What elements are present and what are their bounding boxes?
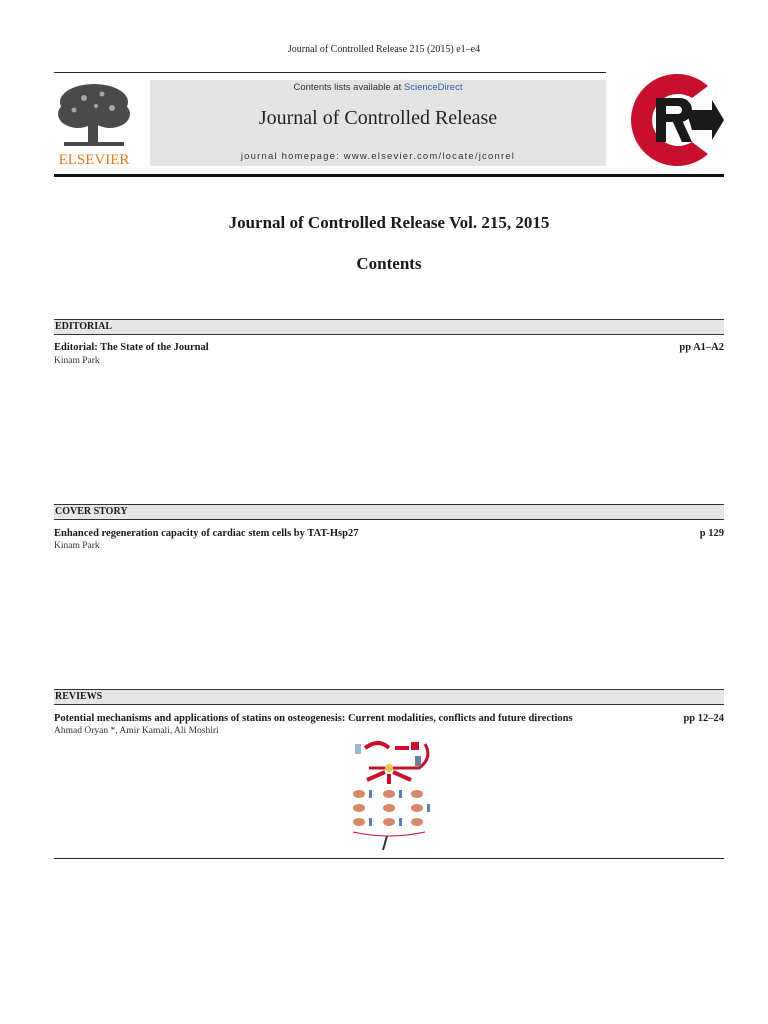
contents-available — [150, 82, 606, 93]
journal-cover-logo — [620, 72, 724, 168]
article-title[interactable]: Enhanced regeneration capacity of cardiac stem cells by TAT-Hsp27 — [54, 528, 359, 539]
footer-rule — [54, 858, 724, 859]
elsevier-logo — [54, 80, 134, 168]
journal-title: Journal of Controlled Release — [258, 107, 498, 129]
contents-heading: Contents — [356, 254, 422, 273]
journal-homepage[interactable]: journal homepage: www.elsevier.com/locate/jconrel — [240, 151, 516, 162]
section-heading-editorial — [54, 319, 724, 335]
header-rule — [54, 72, 606, 73]
article-authors: Kinam Park — [54, 356, 100, 366]
article-authors: Ahmad Oryan *, Amir Kamali, Ali Moshiri — [54, 726, 219, 736]
section-heading-label: REVIEWS — [55, 691, 103, 702]
section-heading-reviews — [54, 689, 724, 705]
section-heading-label: EDITORIAL — [55, 321, 113, 332]
article-title[interactable]: Potential mechanisms and applications of statins on osteogenesis: Current modalities, conflicts and future directions — [54, 713, 573, 724]
contents-available-prefix: Contents lists available at — [293, 82, 402, 93]
graphical-abstract-image — [345, 738, 435, 852]
section-heading-cover-story — [54, 504, 724, 520]
running-head: Journal of Controlled Release 215 (2015) e1–e4 — [287, 44, 481, 55]
article-title[interactable]: Editorial: The State of the Journal — [54, 342, 209, 353]
header-thick-rule — [54, 174, 724, 177]
article-authors: Kinam Park — [54, 541, 100, 551]
article-pages: pp 12–24 — [683, 713, 724, 724]
section-heading-label: COVER STORY — [55, 506, 128, 517]
article-pages: pp A1–A2 — [679, 342, 724, 353]
journal-banner — [150, 80, 606, 166]
article-pages: p 129 — [699, 528, 724, 539]
volume-title: Journal of Controlled Release Vol. 215, 2015 — [228, 213, 550, 232]
sciencedirect-link[interactable]: ScienceDirect — [403, 82, 463, 93]
elsevier-wordmark: ELSEVIER — [58, 152, 130, 168]
